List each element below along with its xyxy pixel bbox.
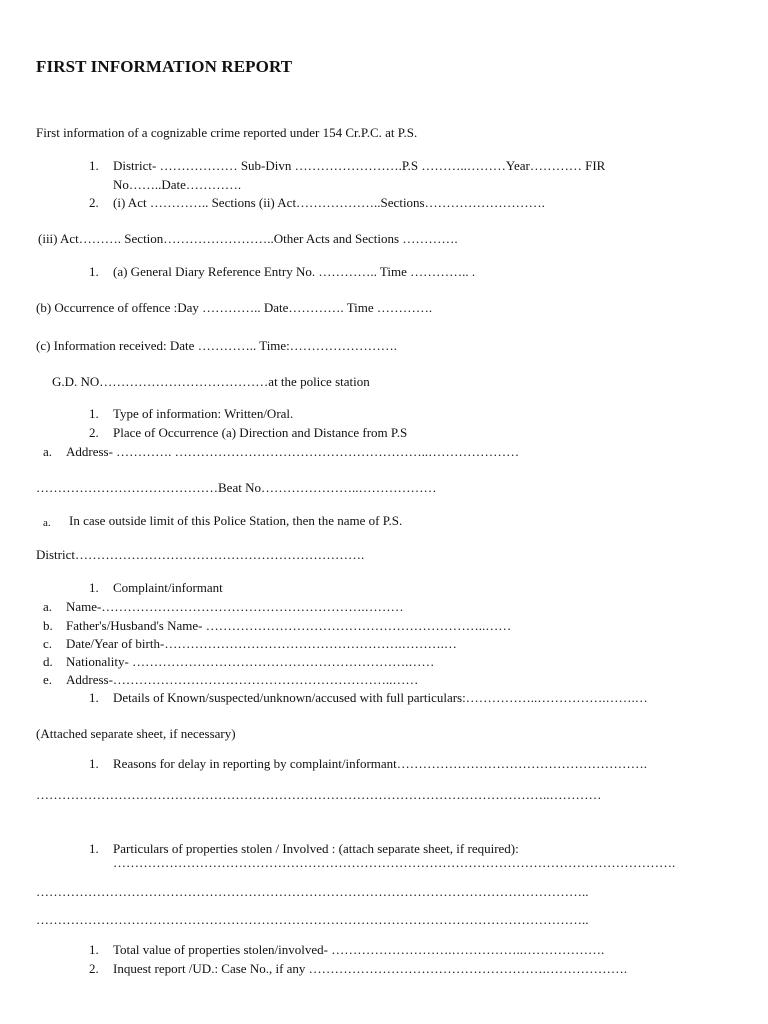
- item-text: (iii) Act………. Section……………………..Other Acts and Sections ………….: [38, 231, 458, 246]
- item-marker: 1.: [89, 841, 99, 856]
- item-marker: e.: [43, 672, 53, 687]
- item-marker: 1.: [89, 580, 99, 595]
- item-text: Address- …………. …………………………………………………..…………………: [66, 444, 520, 459]
- item-text: ………………………………………………………………………………………………………..…………: [36, 787, 602, 802]
- item-text: (b) Occurrence of offence :Day ………….. Date…………. Time ………….: [36, 300, 433, 315]
- item-text: G.D. NO…………………………………at the police station: [52, 374, 370, 389]
- item-text: No……..Date………….: [113, 177, 242, 192]
- item-marker: 1.: [89, 942, 99, 957]
- item-text: Place of Occurrence (a) Direction and Distance from P.S: [113, 425, 408, 440]
- item-text: (i) Act ………….. Sections (ii) Act………………..Sections……………………….: [113, 195, 545, 210]
- item-text: ………………………………………………………………………………………………………………….: [113, 855, 676, 870]
- item-text: Nationality- ……………………………………………………….……: [66, 654, 435, 669]
- item-text: Date/Year of birth-……………………………………………….……….…: [66, 636, 457, 651]
- item-marker: 1.: [89, 406, 99, 421]
- item-marker: a.: [43, 444, 53, 459]
- item-marker: b.: [43, 618, 53, 633]
- item-marker: d.: [43, 654, 53, 669]
- item-text: Father's/Husband's Name- ………………………………………………………..……: [66, 618, 512, 633]
- item-text: Type of information: Written/Oral.: [113, 406, 294, 421]
- item-text: Name-…………………………………………………….………: [66, 599, 404, 614]
- item-text: Particulars of properties stolen / Involved : (attach separate sheet, if required):: [113, 841, 519, 856]
- item-marker: 2.: [89, 425, 99, 440]
- item-text: Address-………………………………………………………..……: [66, 672, 419, 687]
- item-text: Details of Known/suspected/unknown/accused with full particulars:……………..…………….…….…: [113, 690, 648, 705]
- item-marker: 1.: [89, 158, 99, 173]
- item-marker: 1.: [89, 756, 99, 771]
- document-title: FIRST INFORMATION REPORT: [36, 57, 293, 76]
- item-marker: c.: [43, 636, 53, 651]
- item-marker: a.: [43, 517, 51, 529]
- item-text: (c) Information received: Date ………….. Time:…………………….: [36, 338, 398, 353]
- item-text: ………………………………………………………………………………………………………………..: [36, 884, 589, 899]
- item-marker: 2.: [89, 195, 99, 210]
- item-text: Reasons for delay in reporting by complaint/informant………………………………………………….: [113, 756, 648, 771]
- item-text: Total value of properties stolen/involved- ……………………….……………..……………….: [113, 942, 605, 957]
- item-marker: 1.: [89, 690, 99, 705]
- item-text: In case outside limit of this Police Station, then the name of P.S.: [69, 513, 403, 528]
- item-text: District- ……………… Sub-Divn …………………….P.S ………..………Year………… FIR: [113, 158, 606, 173]
- item-text: ……………………………………Beat No…………………..………………: [36, 480, 437, 495]
- intro-text: First information of a cognizable crime reported under 154 Cr.P.C. at P.S.: [36, 125, 418, 140]
- item-text: Complaint/informant: [113, 580, 223, 595]
- item-text: District………………………………………………………….: [36, 547, 365, 562]
- item-text: ………………………………………………………………………………………………………………..: [36, 912, 589, 927]
- item-text: Inquest report /UD.: Case No., if any ……………………………………………….……………….: [113, 961, 628, 976]
- item-marker: 1.: [89, 264, 99, 279]
- item-text: (Attached separate sheet, if necessary): [36, 726, 236, 741]
- item-marker: a.: [43, 599, 53, 614]
- item-text: (a) General Diary Reference Entry No. ………….. Time ………….. .: [113, 264, 476, 279]
- item-marker: 2.: [89, 961, 99, 976]
